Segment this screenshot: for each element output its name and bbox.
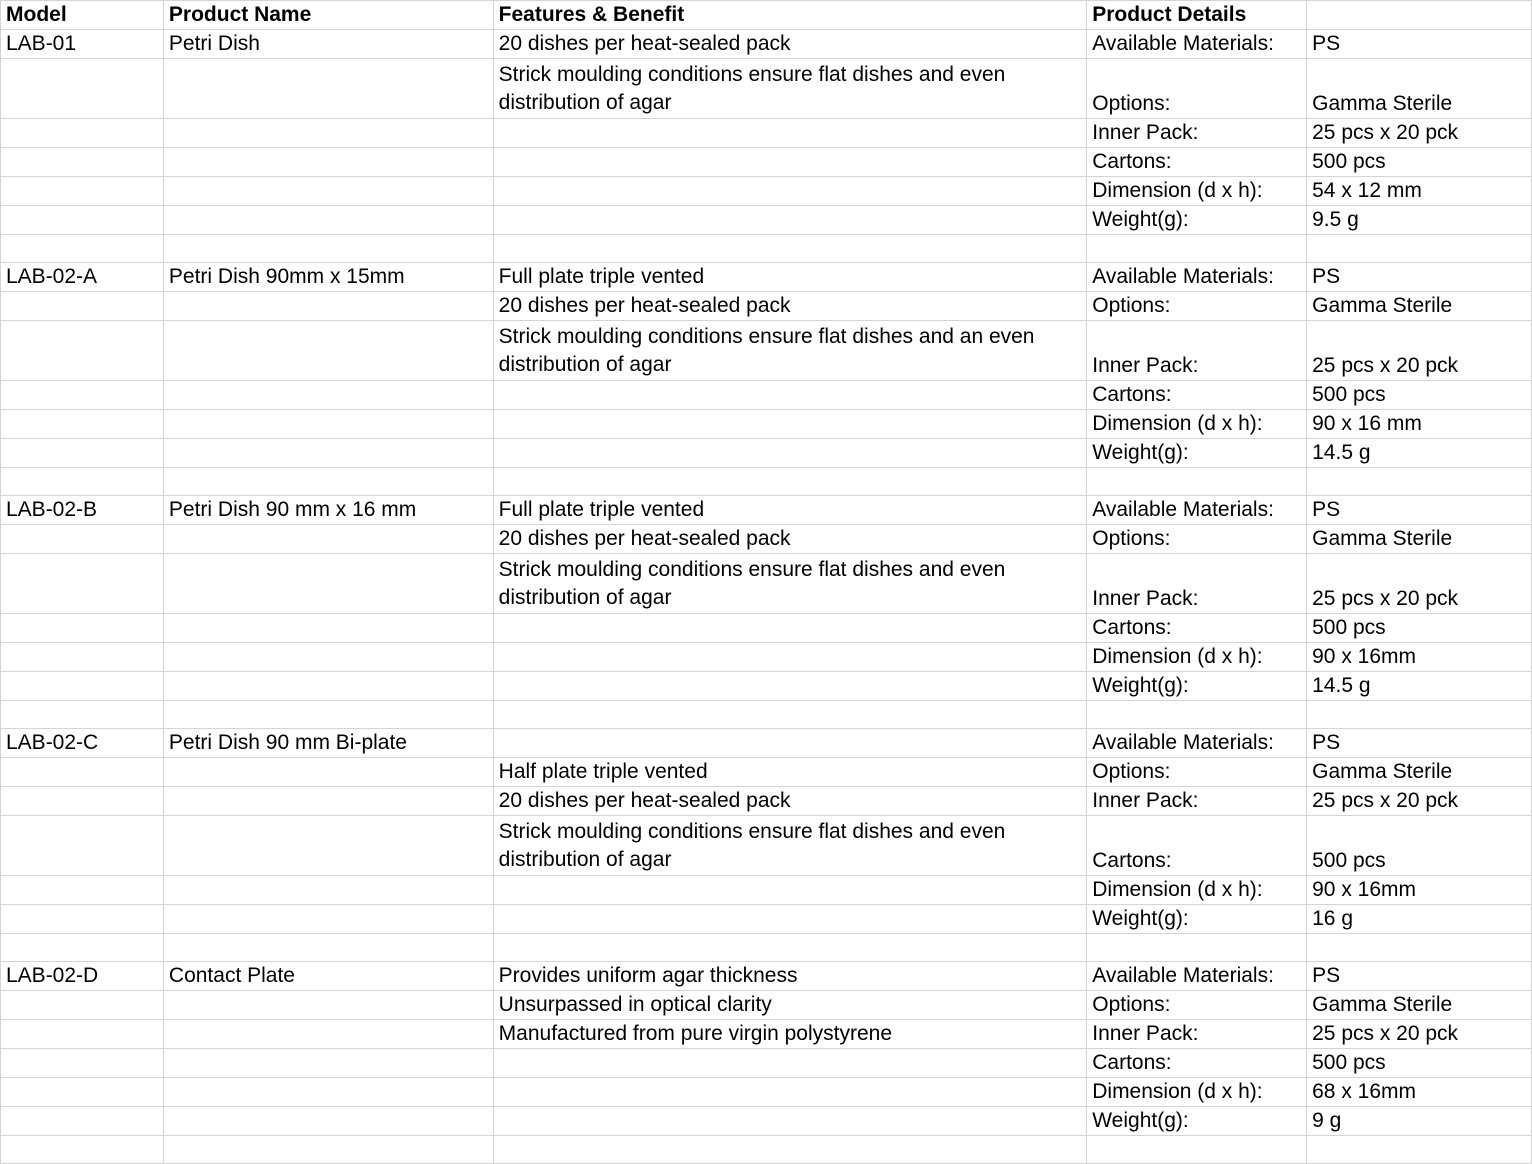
detail-label-cell[interactable]: Available Materials: (1087, 496, 1307, 525)
table-row (1, 525, 1532, 554)
product-name-cell[interactable]: Contact Plate (163, 962, 493, 991)
model-cell[interactable] (1, 1049, 164, 1078)
table-row (1, 468, 1532, 496)
feature-cell[interactable] (493, 1107, 1087, 1136)
model-cell[interactable] (1, 816, 164, 876)
table-row (1, 263, 1532, 292)
model-cell[interactable] (1, 876, 164, 905)
detail-value-cell[interactable]: Gamma Sterile (1307, 758, 1532, 787)
model-cell[interactable] (1, 468, 164, 496)
product-name-cell[interactable] (163, 816, 493, 876)
table-row (1, 30, 1532, 59)
model-cell[interactable] (1, 439, 164, 468)
table-row (1, 206, 1532, 235)
table-row (1, 934, 1532, 962)
detail-value-cell[interactable]: PS (1307, 30, 1532, 59)
feature-cell[interactable] (493, 148, 1087, 177)
detail-label-cell[interactable]: Options: (1087, 758, 1307, 787)
header-cell-product-name[interactable]: Product Name (163, 1, 493, 30)
detail-value-cell[interactable]: PS (1307, 729, 1532, 758)
model-cell[interactable] (1, 672, 164, 701)
feature-cell[interactable]: Manufactured from pure virgin polystyrene (493, 1020, 1087, 1049)
product-name-cell[interactable] (163, 614, 493, 643)
product-name-cell[interactable] (163, 672, 493, 701)
table-row (1, 962, 1532, 991)
detail-value-cell[interactable]: 25 pcs x 20 pck (1307, 1020, 1532, 1049)
model-cell[interactable]: LAB-02-A (1, 263, 164, 292)
detail-value-cell[interactable] (1307, 934, 1532, 962)
table-row (1, 816, 1532, 876)
table-row (1, 381, 1532, 410)
detail-label-cell[interactable]: Options: (1087, 292, 1307, 321)
model-cell[interactable] (1, 381, 164, 410)
table-row (1, 496, 1532, 525)
product-name-cell[interactable] (163, 235, 493, 263)
product-name-cell[interactable] (163, 468, 493, 496)
product-name-cell[interactable] (163, 934, 493, 962)
product-name-cell[interactable] (163, 410, 493, 439)
table-row (1, 1136, 1532, 1164)
table-row (1, 321, 1532, 381)
detail-label-cell[interactable]: Options: (1087, 59, 1307, 119)
model-cell[interactable] (1, 905, 164, 934)
table-row (1, 991, 1532, 1020)
model-cell[interactable] (1, 410, 164, 439)
table-row (1, 292, 1532, 321)
detail-label-cell[interactable] (1087, 235, 1307, 263)
feature-cell[interactable] (493, 876, 1087, 905)
detail-value-cell[interactable]: 500 pcs (1307, 1049, 1532, 1078)
model-cell[interactable] (1, 59, 164, 119)
table-row (1, 148, 1532, 177)
table-row (1, 701, 1532, 729)
feature-cell[interactable]: Strick moulding conditions ensure flat dishes and even distribution of agar (493, 816, 1087, 876)
detail-value-cell[interactable]: Gamma Sterile (1307, 525, 1532, 554)
header-cell-features[interactable]: Features & Benefit (493, 1, 1087, 30)
detail-label-cell[interactable]: Dimension (d x h): (1087, 876, 1307, 905)
detail-label-cell[interactable]: Inner Pack: (1087, 787, 1307, 816)
detail-label-cell[interactable]: Cartons: (1087, 614, 1307, 643)
detail-label-cell[interactable]: Inner Pack: (1087, 119, 1307, 148)
model-cell[interactable]: LAB-02-B (1, 496, 164, 525)
detail-label-cell[interactable]: Dimension (d x h): (1087, 177, 1307, 206)
detail-value-cell[interactable]: PS (1307, 496, 1532, 525)
feature-cell[interactable]: Strick moulding conditions ensure flat dishes and even distribution of agar (493, 554, 1087, 614)
detail-value-cell[interactable]: 16 g (1307, 905, 1532, 934)
table-row (1, 672, 1532, 701)
model-cell[interactable] (1, 1136, 164, 1164)
detail-label-cell[interactable]: Inner Pack: (1087, 554, 1307, 614)
product-name-cell[interactable] (163, 1020, 493, 1049)
detail-label-cell[interactable] (1087, 701, 1307, 729)
detail-value-cell[interactable]: 9 g (1307, 1107, 1532, 1136)
product-name-cell[interactable] (163, 148, 493, 177)
feature-cell[interactable] (493, 235, 1087, 263)
feature-cell[interactable] (493, 381, 1087, 410)
product-name-cell[interactable] (163, 758, 493, 787)
detail-value-cell[interactable]: 90 x 16mm (1307, 876, 1532, 905)
product-name-cell[interactable] (163, 554, 493, 614)
detail-label-cell[interactable]: Inner Pack: (1087, 321, 1307, 381)
product-name-cell[interactable] (163, 643, 493, 672)
detail-label-cell[interactable]: Options: (1087, 991, 1307, 1020)
feature-cell[interactable] (493, 614, 1087, 643)
detail-label-cell[interactable]: Dimension (d x h): (1087, 1078, 1307, 1107)
product-name-cell[interactable] (163, 59, 493, 119)
detail-value-cell[interactable]: Gamma Sterile (1307, 292, 1532, 321)
feature-cell[interactable] (493, 672, 1087, 701)
feature-cell[interactable] (493, 701, 1087, 729)
header-cell-details-value[interactable] (1307, 1, 1532, 30)
model-cell[interactable] (1, 787, 164, 816)
header-cell-model[interactable]: Model (1, 1, 164, 30)
model-cell[interactable] (1, 554, 164, 614)
detail-label-cell[interactable] (1087, 468, 1307, 496)
header-cell-product-details[interactable]: Product Details (1087, 1, 1307, 30)
feature-cell[interactable] (493, 1136, 1087, 1164)
detail-value-cell[interactable]: 25 pcs x 20 pck (1307, 119, 1532, 148)
feature-cell[interactable]: 20 dishes per heat-sealed pack (493, 525, 1087, 554)
model-cell[interactable] (1, 1078, 164, 1107)
feature-cell[interactable]: Full plate triple vented (493, 263, 1087, 292)
detail-value-cell[interactable]: 90 x 16 mm (1307, 410, 1532, 439)
feature-cell[interactable] (493, 1049, 1087, 1078)
detail-value-cell[interactable]: 25 pcs x 20 pck (1307, 787, 1532, 816)
model-cell[interactable] (1, 1107, 164, 1136)
detail-label-cell[interactable]: Weight(g): (1087, 672, 1307, 701)
product-name-cell[interactable] (163, 1078, 493, 1107)
detail-value-cell[interactable]: 25 pcs x 20 pck (1307, 321, 1532, 381)
detail-label-cell[interactable]: Available Materials: (1087, 729, 1307, 758)
feature-cell[interactable]: 20 dishes per heat-sealed pack (493, 787, 1087, 816)
product-name-cell[interactable] (163, 1049, 493, 1078)
detail-label-cell[interactable]: Cartons: (1087, 816, 1307, 876)
model-cell[interactable] (1, 148, 164, 177)
table-row (1, 787, 1532, 816)
model-cell[interactable] (1, 1020, 164, 1049)
table-row (1, 876, 1532, 905)
product-name-cell[interactable] (163, 525, 493, 554)
detail-value-cell[interactable]: 14.5 g (1307, 672, 1532, 701)
detail-label-cell[interactable]: Available Materials: (1087, 30, 1307, 59)
feature-cell[interactable] (493, 206, 1087, 235)
feature-cell[interactable]: Unsurpassed in optical clarity (493, 991, 1087, 1020)
header-row (1, 1, 1532, 30)
model-cell[interactable] (1, 235, 164, 263)
detail-value-cell[interactable]: 90 x 16mm (1307, 643, 1532, 672)
feature-cell[interactable] (493, 439, 1087, 468)
detail-value-cell[interactable]: 54 x 12 mm (1307, 177, 1532, 206)
detail-label-cell[interactable]: Weight(g): (1087, 1107, 1307, 1136)
detail-label-cell[interactable]: Available Materials: (1087, 263, 1307, 292)
detail-label-cell[interactable]: Options: (1087, 525, 1307, 554)
detail-label-cell[interactable]: Inner Pack: (1087, 1020, 1307, 1049)
model-cell[interactable] (1, 991, 164, 1020)
feature-cell[interactable]: 20 dishes per heat-sealed pack (493, 30, 1087, 59)
table-row (1, 1049, 1532, 1078)
detail-label-cell[interactable]: Weight(g): (1087, 206, 1307, 235)
table-row (1, 905, 1532, 934)
feature-cell[interactable] (493, 119, 1087, 148)
detail-label-cell[interactable]: Dimension (d x h): (1087, 410, 1307, 439)
feature-cell[interactable] (493, 410, 1087, 439)
table-row (1, 59, 1532, 119)
table-row (1, 614, 1532, 643)
detail-label-cell[interactable]: Cartons: (1087, 381, 1307, 410)
table-row (1, 439, 1532, 468)
detail-label-cell[interactable]: Weight(g): (1087, 905, 1307, 934)
feature-cell[interactable]: 20 dishes per heat-sealed pack (493, 292, 1087, 321)
detail-value-cell[interactable]: 500 pcs (1307, 148, 1532, 177)
model-cell[interactable] (1, 177, 164, 206)
feature-cell[interactable] (493, 468, 1087, 496)
detail-value-cell[interactable]: 9.5 g (1307, 206, 1532, 235)
product-name-cell[interactable]: Petri Dish 90mm x 15mm (163, 263, 493, 292)
table-row (1, 235, 1532, 263)
detail-value-cell[interactable]: Gamma Sterile (1307, 991, 1532, 1020)
model-cell[interactable] (1, 758, 164, 787)
product-name-cell[interactable]: Petri Dish (163, 30, 493, 59)
detail-value-cell[interactable] (1307, 701, 1532, 729)
detail-value-cell[interactable]: 25 pcs x 20 pck (1307, 554, 1532, 614)
model-cell[interactable] (1, 643, 164, 672)
product-name-cell[interactable] (163, 206, 493, 235)
feature-cell[interactable] (493, 905, 1087, 934)
feature-cell[interactable]: Provides uniform agar thickness (493, 962, 1087, 991)
model-cell[interactable] (1, 119, 164, 148)
product-name-cell[interactable]: Petri Dish 90 mm x 16 mm (163, 496, 493, 525)
feature-cell[interactable] (493, 1078, 1087, 1107)
model-cell[interactable]: LAB-02-C (1, 729, 164, 758)
feature-cell[interactable]: Full plate triple vented (493, 496, 1087, 525)
detail-label-cell[interactable]: Cartons: (1087, 1049, 1307, 1078)
detail-value-cell[interactable]: Gamma Sterile (1307, 59, 1532, 119)
product-name-cell[interactable] (163, 991, 493, 1020)
feature-cell[interactable] (493, 177, 1087, 206)
model-cell[interactable] (1, 934, 164, 962)
model-cell[interactable] (1, 292, 164, 321)
product-name-cell[interactable] (163, 701, 493, 729)
feature-cell[interactable]: Half plate triple vented (493, 758, 1087, 787)
detail-value-cell[interactable]: 500 pcs (1307, 816, 1532, 876)
detail-label-cell[interactable]: Cartons: (1087, 148, 1307, 177)
product-name-cell[interactable] (163, 292, 493, 321)
detail-value-cell[interactable] (1307, 235, 1532, 263)
model-cell[interactable]: LAB-02-D (1, 962, 164, 991)
table-row (1, 119, 1532, 148)
product-name-cell[interactable] (163, 177, 493, 206)
detail-value-cell[interactable]: 14.5 g (1307, 439, 1532, 468)
feature-cell[interactable]: Strick moulding conditions ensure flat dishes and an even distribution of agar (493, 321, 1087, 381)
detail-value-cell[interactable]: PS (1307, 263, 1532, 292)
feature-cell[interactable] (493, 643, 1087, 672)
model-cell[interactable] (1, 321, 164, 381)
product-name-cell[interactable] (163, 787, 493, 816)
detail-label-cell[interactable]: Dimension (d x h): (1087, 643, 1307, 672)
product-name-cell[interactable] (163, 905, 493, 934)
model-cell[interactable] (1, 525, 164, 554)
detail-value-cell[interactable]: 68 x 16mm (1307, 1078, 1532, 1107)
product-name-cell[interactable] (163, 876, 493, 905)
feature-cell[interactable] (493, 729, 1087, 758)
table-row (1, 1107, 1532, 1136)
feature-cell[interactable]: Strick moulding conditions ensure flat dishes and even distribution of agar (493, 59, 1087, 119)
product-name-cell[interactable] (163, 119, 493, 148)
model-cell[interactable] (1, 614, 164, 643)
table-row (1, 177, 1532, 206)
table-row (1, 1078, 1532, 1107)
model-cell[interactable]: LAB-01 (1, 30, 164, 59)
product-name-cell[interactable] (163, 1136, 493, 1164)
model-cell[interactable] (1, 206, 164, 235)
table-row (1, 410, 1532, 439)
sheet-body (1, 1, 1532, 1164)
product-name-cell[interactable] (163, 439, 493, 468)
detail-label-cell[interactable]: Weight(g): (1087, 439, 1307, 468)
table-row (1, 729, 1532, 758)
detail-value-cell[interactable]: PS (1307, 962, 1532, 991)
table-row (1, 643, 1532, 672)
detail-value-cell[interactable] (1307, 1136, 1532, 1164)
product-name-cell[interactable] (163, 321, 493, 381)
detail-label-cell[interactable]: Available Materials: (1087, 962, 1307, 991)
detail-value-cell[interactable]: 500 pcs (1307, 614, 1532, 643)
detail-value-cell[interactable]: 500 pcs (1307, 381, 1532, 410)
model-cell[interactable] (1, 701, 164, 729)
detail-label-cell[interactable] (1087, 1136, 1307, 1164)
feature-cell[interactable] (493, 934, 1087, 962)
table-row (1, 554, 1532, 614)
table-row (1, 1020, 1532, 1049)
detail-value-cell[interactable] (1307, 468, 1532, 496)
table-row (1, 758, 1532, 787)
product-name-cell[interactable] (163, 381, 493, 410)
product-name-cell[interactable] (163, 1107, 493, 1136)
detail-label-cell[interactable] (1087, 934, 1307, 962)
product-name-cell[interactable]: Petri Dish 90 mm Bi-plate (163, 729, 493, 758)
